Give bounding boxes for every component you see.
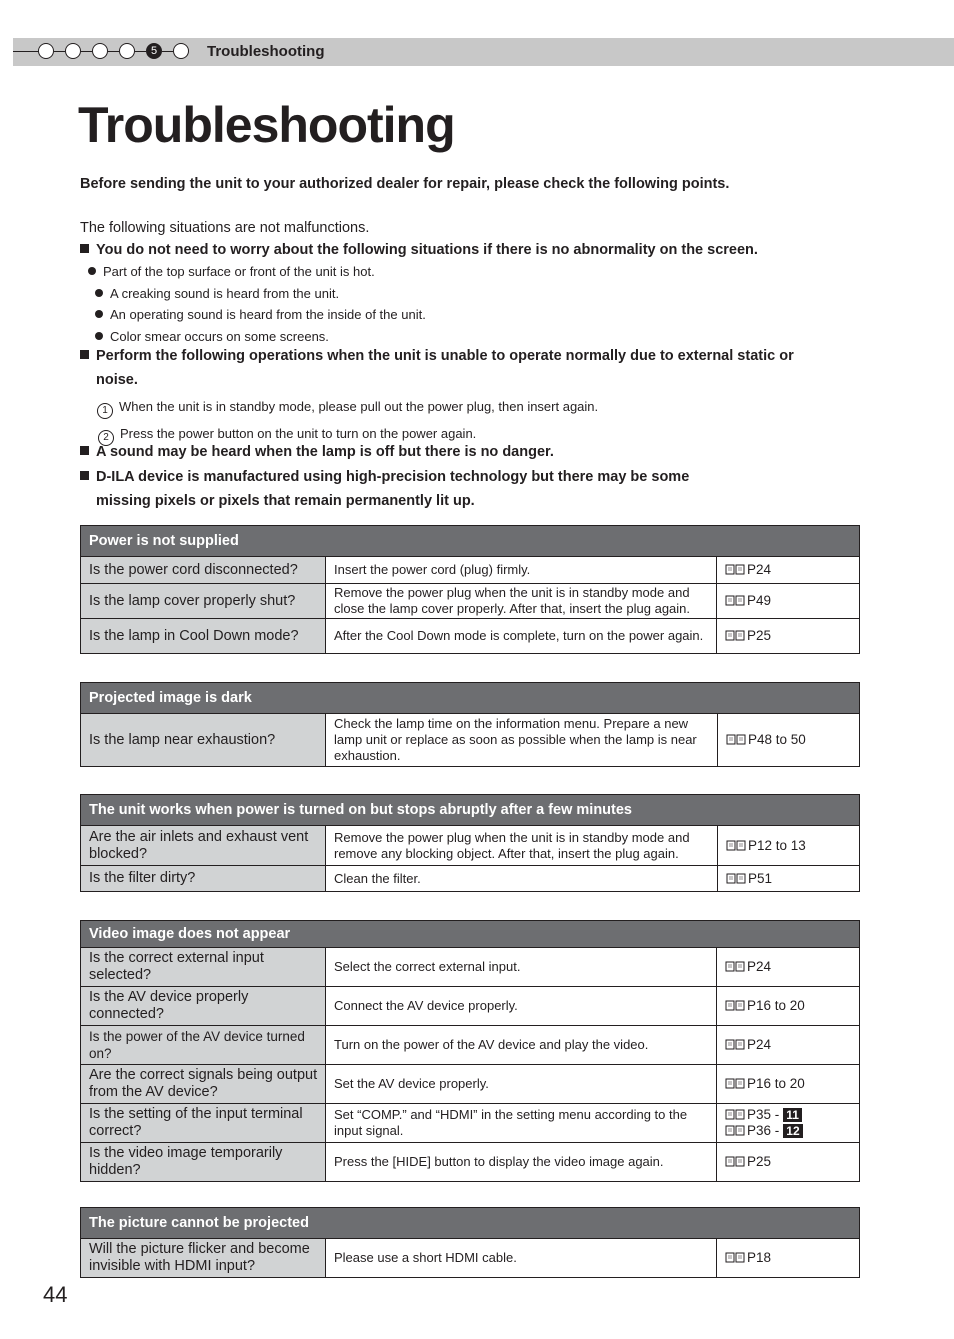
reference-cell: P25 xyxy=(717,1143,860,1182)
chapter-circle-4 xyxy=(119,43,135,59)
answer-cell: After the Cool Down mode is complete, turn on the power again. xyxy=(326,619,717,654)
book-icon xyxy=(725,563,745,574)
reference-cell: P16 to 20 xyxy=(717,1065,860,1104)
list-item: Color smear occurs on some screens. xyxy=(95,329,329,344)
table-row xyxy=(81,619,860,654)
chapter-circle-2 xyxy=(65,43,81,59)
table-title: The unit works when power is turned on but stops abruptly after a few minutes xyxy=(81,795,860,826)
chapter-circle-3 xyxy=(92,43,108,59)
question-cell: Is the lamp in Cool Down mode? xyxy=(81,619,326,654)
page-badge: 12 xyxy=(783,1124,802,1138)
answer-cell: Clean the filter. xyxy=(326,866,718,892)
intro-text: Before sending the unit to your authorized dealer for repair, please check the following points. xyxy=(80,176,730,192)
book-icon xyxy=(726,733,746,744)
reference-cell: P24 xyxy=(717,557,860,584)
square-bullet-icon xyxy=(80,471,89,480)
square-bullet-icon xyxy=(80,446,89,455)
bullet-icon xyxy=(95,289,103,297)
question-cell: Is the video image temporarily hidden? xyxy=(81,1143,326,1182)
question-cell: Is the correct external input selected? xyxy=(81,948,326,987)
book-icon xyxy=(726,839,746,850)
step-2: 2 Press the power button on the unit to turn on the power again. xyxy=(98,426,476,446)
question-cell: Is the power of the AV device turned on? xyxy=(81,1026,326,1065)
notice-item-2: Perform the following operations when the unit is unable to operate normally due to external static or xyxy=(80,348,794,364)
answer-cell: Set “COMP.” and “HDMI” in the setting menu according to the input signal. xyxy=(326,1104,717,1143)
reference-cell: P51 xyxy=(718,866,860,892)
list-item: Part of the top surface or front of the unit is hot. xyxy=(88,264,375,279)
book-icon xyxy=(725,594,745,605)
book-icon xyxy=(725,1077,745,1088)
reference-cell: P49 xyxy=(717,584,860,619)
question-cell: Is the setting of the input terminal correct? xyxy=(81,1104,326,1143)
question-cell: Is the filter dirty? xyxy=(81,866,326,892)
chapter-circle-1 xyxy=(38,43,54,59)
book-icon xyxy=(725,1108,745,1119)
book-icon xyxy=(725,629,745,640)
reference-cell: P24 xyxy=(717,948,860,987)
reference-cell: P16 to 20 xyxy=(717,987,860,1026)
book-icon xyxy=(725,1124,745,1135)
table-row xyxy=(81,557,860,584)
table-row xyxy=(81,1026,860,1065)
list-item: A creaking sound is heard from the unit. xyxy=(95,286,339,301)
table-row xyxy=(81,1065,860,1104)
table-video-not-appear xyxy=(80,920,860,1182)
table-title: The picture cannot be projected xyxy=(81,1208,860,1239)
table-title: Power is not supplied xyxy=(81,526,860,557)
question-cell: Are the correct signals being output from the AV device? xyxy=(81,1065,326,1104)
page-badge: 11 xyxy=(783,1108,802,1122)
answer-cell: Connect the AV device properly. xyxy=(326,987,717,1026)
table-stops-abruptly xyxy=(80,794,860,892)
section-title: Troubleshooting xyxy=(207,43,325,60)
reference-cell: P18 xyxy=(717,1239,860,1278)
notice-lead: The following situations are not malfunctions. xyxy=(80,220,370,236)
table-row xyxy=(81,1143,860,1182)
step-1: 1 When the unit is in standby mode, please pull out the power plug, then insert again. xyxy=(97,399,598,419)
notice-item-4-cont: missing pixels or pixels that remain permanently lit up. xyxy=(96,493,475,509)
reference-cell: P35 - 11 P36 - 12 xyxy=(717,1104,860,1143)
table-row xyxy=(81,1239,860,1278)
square-bullet-icon xyxy=(80,350,89,359)
chapter-circle-6 xyxy=(173,43,189,59)
step-number-icon: 1 xyxy=(97,403,113,419)
question-cell: Is the lamp cover properly shut? xyxy=(81,584,326,619)
answer-cell: Remove the power plug when the unit is in standby mode and remove any blocking object. After that, insert the plug again. xyxy=(326,826,718,866)
answer-cell: Remove the power plug when the unit is in standby mode and close the lamp cover properly. After that, insert the plug again. xyxy=(326,584,717,619)
question-cell: Is the lamp near exhaustion? xyxy=(81,714,326,767)
reference-cell: P24 xyxy=(717,1026,860,1065)
table-row xyxy=(81,826,860,866)
reference-cell: P12 to 13 xyxy=(718,826,860,866)
chapter-indicator xyxy=(38,43,189,59)
question-cell: Will the picture flicker and become invisible with HDMI input? xyxy=(81,1239,326,1278)
table-title: Projected image is dark xyxy=(81,683,860,714)
answer-cell: Select the correct external input. xyxy=(326,948,717,987)
book-icon xyxy=(725,1155,745,1166)
table-row xyxy=(81,584,860,619)
reference-cell: P48 to 50 xyxy=(718,714,860,767)
question-cell: Is the power cord disconnected? xyxy=(81,557,326,584)
answer-cell: Set the AV device properly. xyxy=(326,1065,717,1104)
notice-item-1: You do not need to worry about the following situations if there is no abnormality on the screen. xyxy=(80,242,758,258)
notice-item-2-cont: noise. xyxy=(96,372,138,388)
book-icon xyxy=(725,999,745,1010)
table-row xyxy=(81,714,860,767)
notice-item-3: A sound may be heard when the lamp is off but there is no danger. xyxy=(80,444,554,460)
bullet-icon xyxy=(88,267,96,275)
bullet-icon xyxy=(95,310,103,318)
answer-cell: Turn on the power of the AV device and play the video. xyxy=(326,1026,717,1065)
square-bullet-icon xyxy=(80,244,89,253)
answer-cell: Please use a short HDMI cable. xyxy=(326,1239,717,1278)
answer-cell: Check the lamp time on the information menu. Prepare a new lamp unit or replace as soon as possible when the lamp is near exhaustion. xyxy=(326,714,718,767)
list-item: An operating sound is heard from the inside of the unit. xyxy=(95,307,426,322)
table-row xyxy=(81,987,860,1026)
answer-cell: Insert the power cord (plug) firmly. xyxy=(326,557,717,584)
page-number: 44 xyxy=(43,1282,68,1307)
question-cell: Are the air inlets and exhaust vent blocked? xyxy=(81,826,326,866)
table-row xyxy=(81,1104,860,1143)
table-cannot-project xyxy=(80,1207,860,1278)
reference-cell: P25 xyxy=(717,619,860,654)
answer-cell: Press the [HIDE] button to display the video image again. xyxy=(326,1143,717,1182)
table-title: Video image does not appear xyxy=(81,921,860,948)
book-icon xyxy=(725,960,745,971)
step-number-icon: 2 xyxy=(98,430,114,446)
bullet-icon xyxy=(95,332,103,340)
table-image-dark xyxy=(80,682,860,767)
question-cell: Is the AV device properly connected? xyxy=(81,987,326,1026)
table-row xyxy=(81,948,860,987)
book-icon xyxy=(726,872,746,883)
notice-item-4: D-ILA device is manufactured using high-precision technology but there may be some xyxy=(80,469,689,485)
book-icon xyxy=(725,1038,745,1049)
table-row xyxy=(81,866,860,892)
book-icon xyxy=(725,1251,745,1262)
chapter-circle-current: 5 xyxy=(146,43,162,59)
table-power-not-supplied xyxy=(80,525,860,654)
page-title: Troubleshooting xyxy=(78,97,455,153)
